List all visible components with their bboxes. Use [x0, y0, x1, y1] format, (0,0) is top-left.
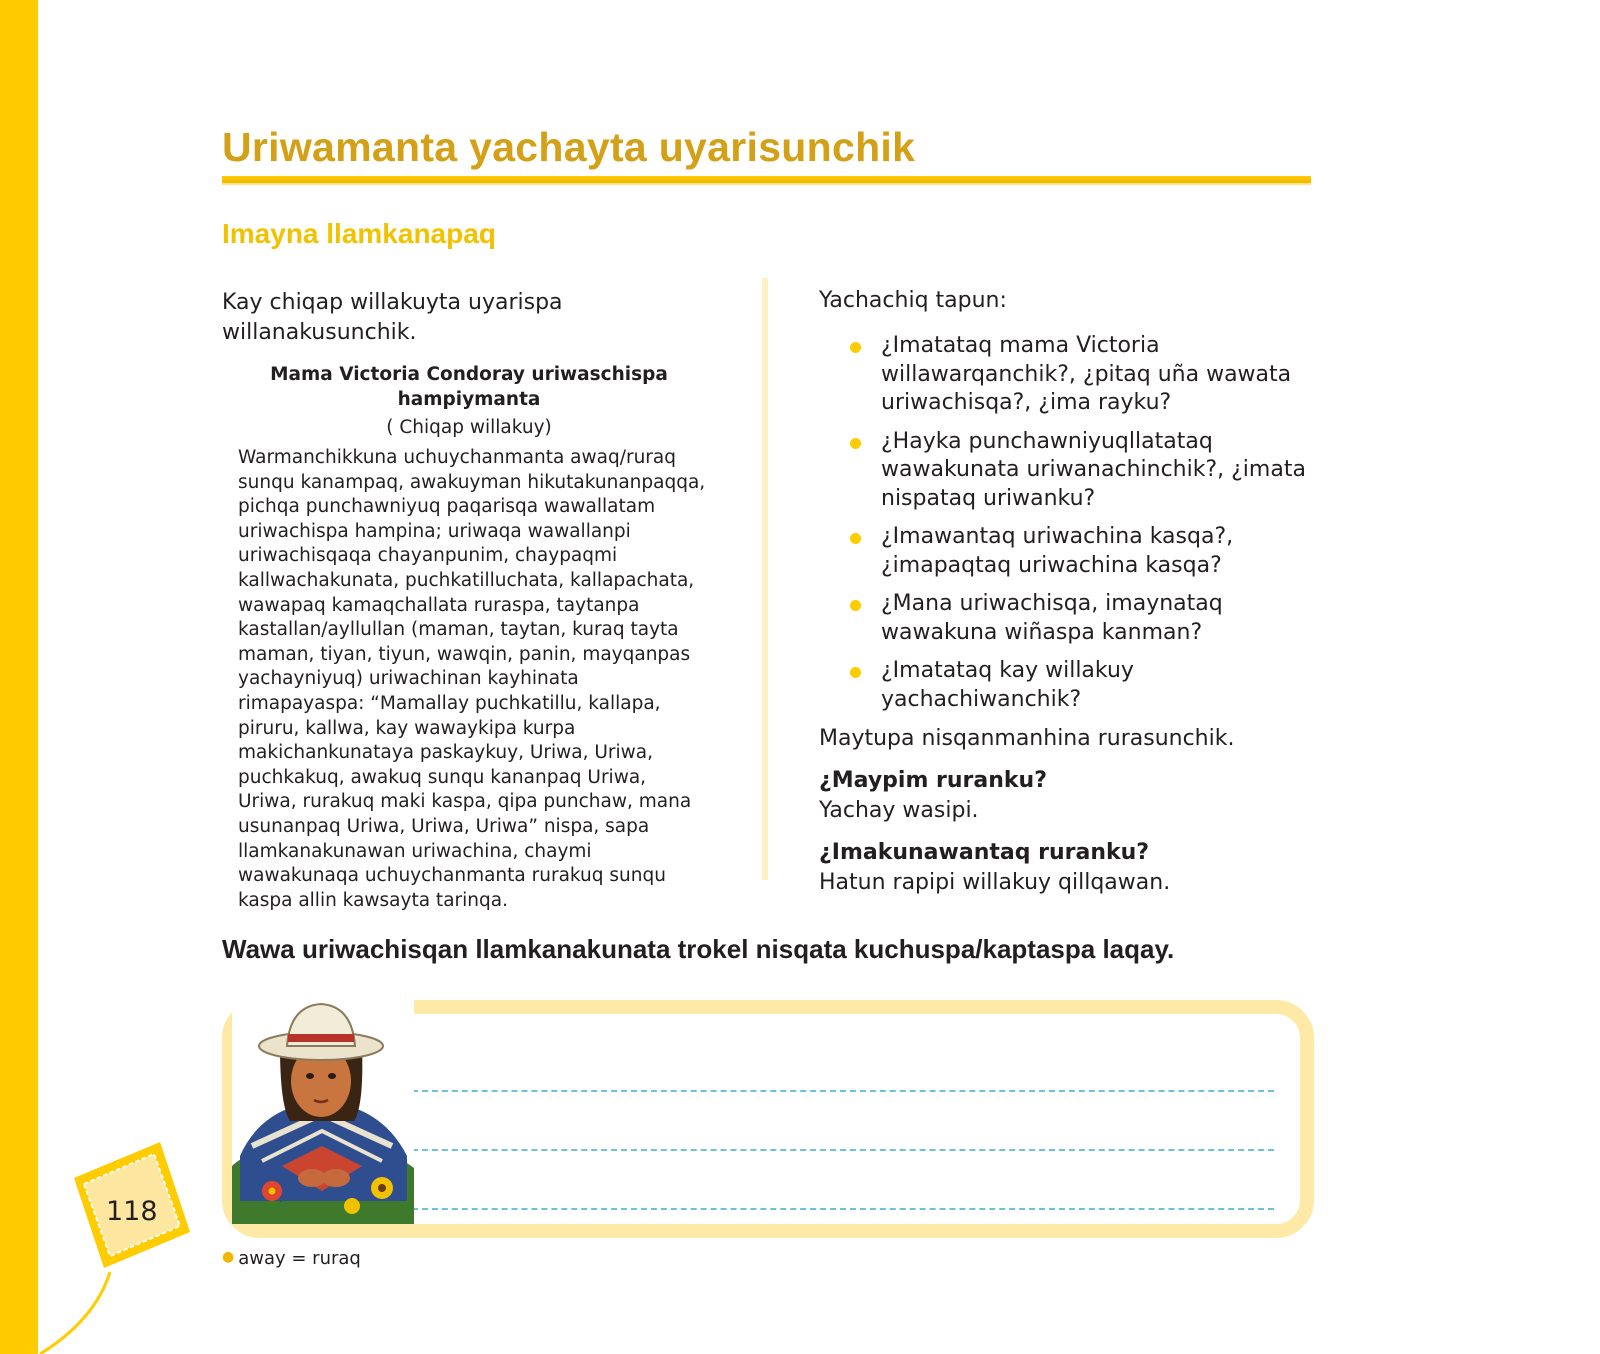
story-genre: ( Chiqap willakuy)	[386, 417, 552, 438]
footnote	[222, 1248, 361, 1269]
child-illustration	[232, 996, 414, 1224]
writing-line-3[interactable]	[412, 1208, 1274, 1210]
question-text: ¿Imatataq mama Victoria willawarqanchik?, ¿pitaq uña wawata uriwachisqa?, ¿ima rayku?	[881, 333, 1292, 415]
with-what-answer: Hatun rapipi willakuy qillqawan.	[819, 870, 1171, 895]
bullet-icon	[850, 600, 861, 611]
bullet-icon	[850, 533, 861, 544]
activity-instruction: Wawa uriwachisqan llamkanakunata trokel nisqata kuchuspa/kaptaspa laqay.	[222, 934, 1175, 964]
page-title: Uriwamanta yachayta uyarisunchik	[222, 124, 916, 170]
list-item	[819, 657, 1319, 714]
with-what-question: ¿Imakunawantaq ruranku?	[819, 840, 1150, 865]
footnote-bullet-icon: ●	[222, 1249, 235, 1265]
question-text: ¿Hayka punchawniyuqllatataq wawakunata uriwanachinchik?, ¿imata nispataq uriwanku?	[881, 428, 1306, 511]
list-item	[819, 523, 1319, 580]
writing-line-2[interactable]	[412, 1149, 1274, 1151]
writing-line-1[interactable]	[412, 1090, 1274, 1092]
bullet-icon	[850, 438, 861, 449]
question-text: ¿Imawantaq uriwachina kasqa?, ¿imapaqtaq uriwachina kasqa?	[881, 524, 1234, 578]
intro-text: Kay chiqap willakuyta uyarispa willanakusunchik.	[222, 290, 563, 345]
question-list	[819, 332, 1319, 714]
list-item	[819, 590, 1319, 647]
teacher-asks-label: Yachachiq tapun:	[819, 288, 1007, 313]
bullet-icon	[850, 667, 861, 678]
section-subtitle: Imayna llamkanapaq	[222, 218, 496, 249]
story-title: Mama Victoria Condoray uriwaschispa hampiymanta	[270, 364, 668, 410]
column-divider	[762, 278, 768, 880]
question-text: ¿Mana uriwachisqa, imaynataq wawakuna wiñaspa kanman?	[881, 591, 1223, 645]
right-column	[819, 286, 1319, 910]
story-body: Warmanchikkuna uchuychanmanta awaq/ruraq sunqu kanampaq, awakuyman hikutakunanpaqqa, pichqa punchawniyuq paqarisqa wawallatam uriwachispa hampina; uriwaqa wawallanpi uriwachisqaqa chayanpunim, chaypaqmi kallwachakunata, puchkatilluchata, kallapachata, wawapaq kamaqchallata ruraspa, taytanpa kastallan/ayllullan (maman, taytan, kuraq tayta maman, tiyan, tiyun, wawqin, panin, mayqanpas yachayniyuq) uriwachinan kayhinata rimapayaspa: “Mamallay puchkatillu, kallapa, piruru, kallwa, kay wawaykipa kurpa makichankunataya paskaykuy, Uriwa, Uriwa, puchkakuq, awakuq sunqu kananpaq Uriwa, Uriwa, rurakuq maki kaspa, qipa punchaw, mana usunanpaq Uriwa, Uriwa, Uriwa” nispa, sapa llamkanakunawan uriwachina, chaymi wawakunaqa uchuychanmanta rurakuq sunqu kaspa allin kawsayta tarinqa.	[238, 447, 706, 911]
page-number-badge	[0, 1120, 220, 1354]
list-item	[819, 428, 1319, 514]
footnote-text: away = ruraq	[238, 1248, 361, 1269]
question-text: ¿Imatataq kay willakuy yachachiwanchik?	[881, 658, 1134, 712]
bullet-icon	[850, 342, 861, 353]
title-underline	[222, 176, 1311, 185]
where-answer: Yachay wasipi.	[819, 798, 979, 823]
list-item	[819, 332, 1319, 418]
where-question: ¿Maypim ruranku?	[819, 768, 1047, 793]
closing-text: Maytupa nisqanmanhina rurasunchik.	[819, 726, 1235, 751]
page-number: 118	[106, 1196, 158, 1227]
